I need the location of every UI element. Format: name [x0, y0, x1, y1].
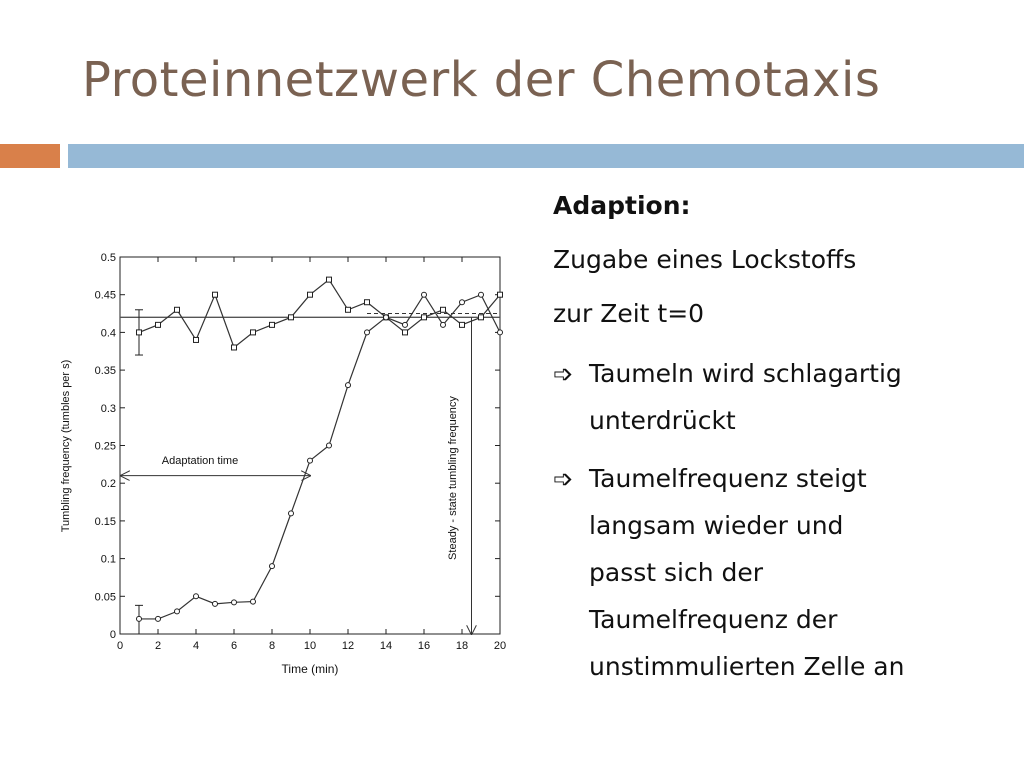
data-point-square [289, 315, 294, 320]
data-point-square [251, 330, 256, 335]
plot-frame [120, 257, 500, 634]
data-point-circle [232, 600, 237, 605]
y-tick-label: 0.2 [100, 478, 116, 491]
data-point-circle [270, 564, 275, 569]
data-point-square [175, 307, 180, 312]
data-point-circle [460, 300, 465, 305]
x-tick-label: 0 [116, 640, 124, 652]
data-point-square [403, 330, 408, 335]
data-point-circle [498, 330, 503, 335]
data-point-square [232, 345, 237, 350]
accent-bar-blue [68, 144, 1024, 168]
data-point-square [441, 307, 446, 312]
y-tick-label: 0.15 [94, 515, 116, 528]
data-point-circle [308, 458, 313, 463]
y-tick-label: 0.3 [100, 402, 116, 415]
bullet-text-2 [589, 455, 993, 690]
y-tick-label: 0.05 [94, 591, 116, 604]
data-point-square [137, 330, 142, 335]
accent-bar-orange [0, 144, 60, 168]
x-tick-label: 6 [230, 640, 238, 652]
right-arrow-outline-icon: ➩ [553, 465, 574, 493]
x-tick-label: 14 [379, 640, 393, 652]
x-tick-label: 16 [417, 640, 431, 652]
data-point-square [422, 315, 427, 320]
bullet-2-line: passt sich der [589, 558, 764, 587]
x-tick-label: 18 [455, 640, 469, 652]
data-point-circle [346, 383, 351, 388]
text-line-1: Zugabe eines Lockstoffs [553, 245, 857, 274]
y-tick-label: 0.1 [100, 553, 116, 566]
content-heading: Adaption: [553, 191, 691, 220]
tumbling-frequency-chart [55, 238, 515, 688]
data-point-square [156, 322, 161, 327]
slide-title: Proteinnetzwerk der Chemotaxis [82, 52, 881, 108]
bullet-2-line: Taumelfrequenz steigt [589, 464, 867, 493]
bullet-text-1: Taumeln wird schlagartig unterdrückt [589, 359, 902, 435]
y-axis-label: Tumbling frequency (tumbles per s) [60, 359, 72, 533]
data-point-square [270, 322, 275, 327]
data-point-circle [251, 599, 256, 604]
data-point-square [346, 307, 351, 312]
data-point-square [479, 315, 484, 320]
data-point-circle [213, 601, 218, 606]
data-point-circle [137, 616, 142, 621]
data-point-square [365, 300, 370, 305]
right-arrow-outline-icon: ➩ [553, 360, 574, 388]
y-tick-label: 0.45 [94, 289, 116, 302]
data-point-square [327, 277, 332, 282]
x-tick-label: 8 [268, 640, 276, 652]
bullet-2-line: unstimmulierten Zelle an [589, 652, 905, 681]
data-point-circle [384, 315, 389, 320]
data-point-circle [403, 322, 408, 327]
y-tick-label: 0 [109, 629, 116, 641]
text-line-2: zur Zeit t=0 [553, 299, 705, 328]
data-point-circle [422, 292, 427, 297]
bullet-2-line: Taumelfrequenz der [589, 605, 838, 634]
x-tick-label: 20 [493, 640, 507, 652]
data-point-circle [194, 594, 199, 599]
data-point-circle [365, 330, 370, 335]
x-tick-label: 12 [341, 640, 355, 652]
data-point-circle [175, 609, 180, 614]
steady-state-label: Steady - state tumbling frequency [447, 396, 459, 560]
adaptation-time-label: Adaptation time [161, 455, 239, 467]
data-point-square [460, 322, 465, 327]
data-point-circle [156, 616, 161, 621]
x-tick-label: 10 [303, 640, 317, 652]
y-tick-label: 0.5 [100, 252, 116, 264]
y-tick-label: 0.4 [100, 327, 116, 340]
data-point-circle [479, 292, 484, 297]
data-point-circle [327, 443, 332, 448]
data-point-circle [441, 322, 446, 327]
text-area [553, 188, 993, 701]
data-point-square [194, 337, 199, 342]
data-point-circle [289, 511, 294, 516]
bullet-item-2 [553, 455, 993, 690]
x-axis-label: Time (min) [281, 662, 339, 676]
bullet-2-line: langsam wieder und [589, 511, 844, 540]
data-point-square [498, 292, 503, 297]
bullet-item-1 [553, 350, 993, 444]
data-point-square [308, 292, 313, 297]
data-point-square [213, 292, 218, 297]
x-tick-label: 4 [192, 640, 200, 652]
y-tick-label: 0.35 [94, 365, 116, 378]
x-tick-label: 2 [154, 640, 162, 652]
y-tick-label: 0.25 [94, 440, 116, 453]
